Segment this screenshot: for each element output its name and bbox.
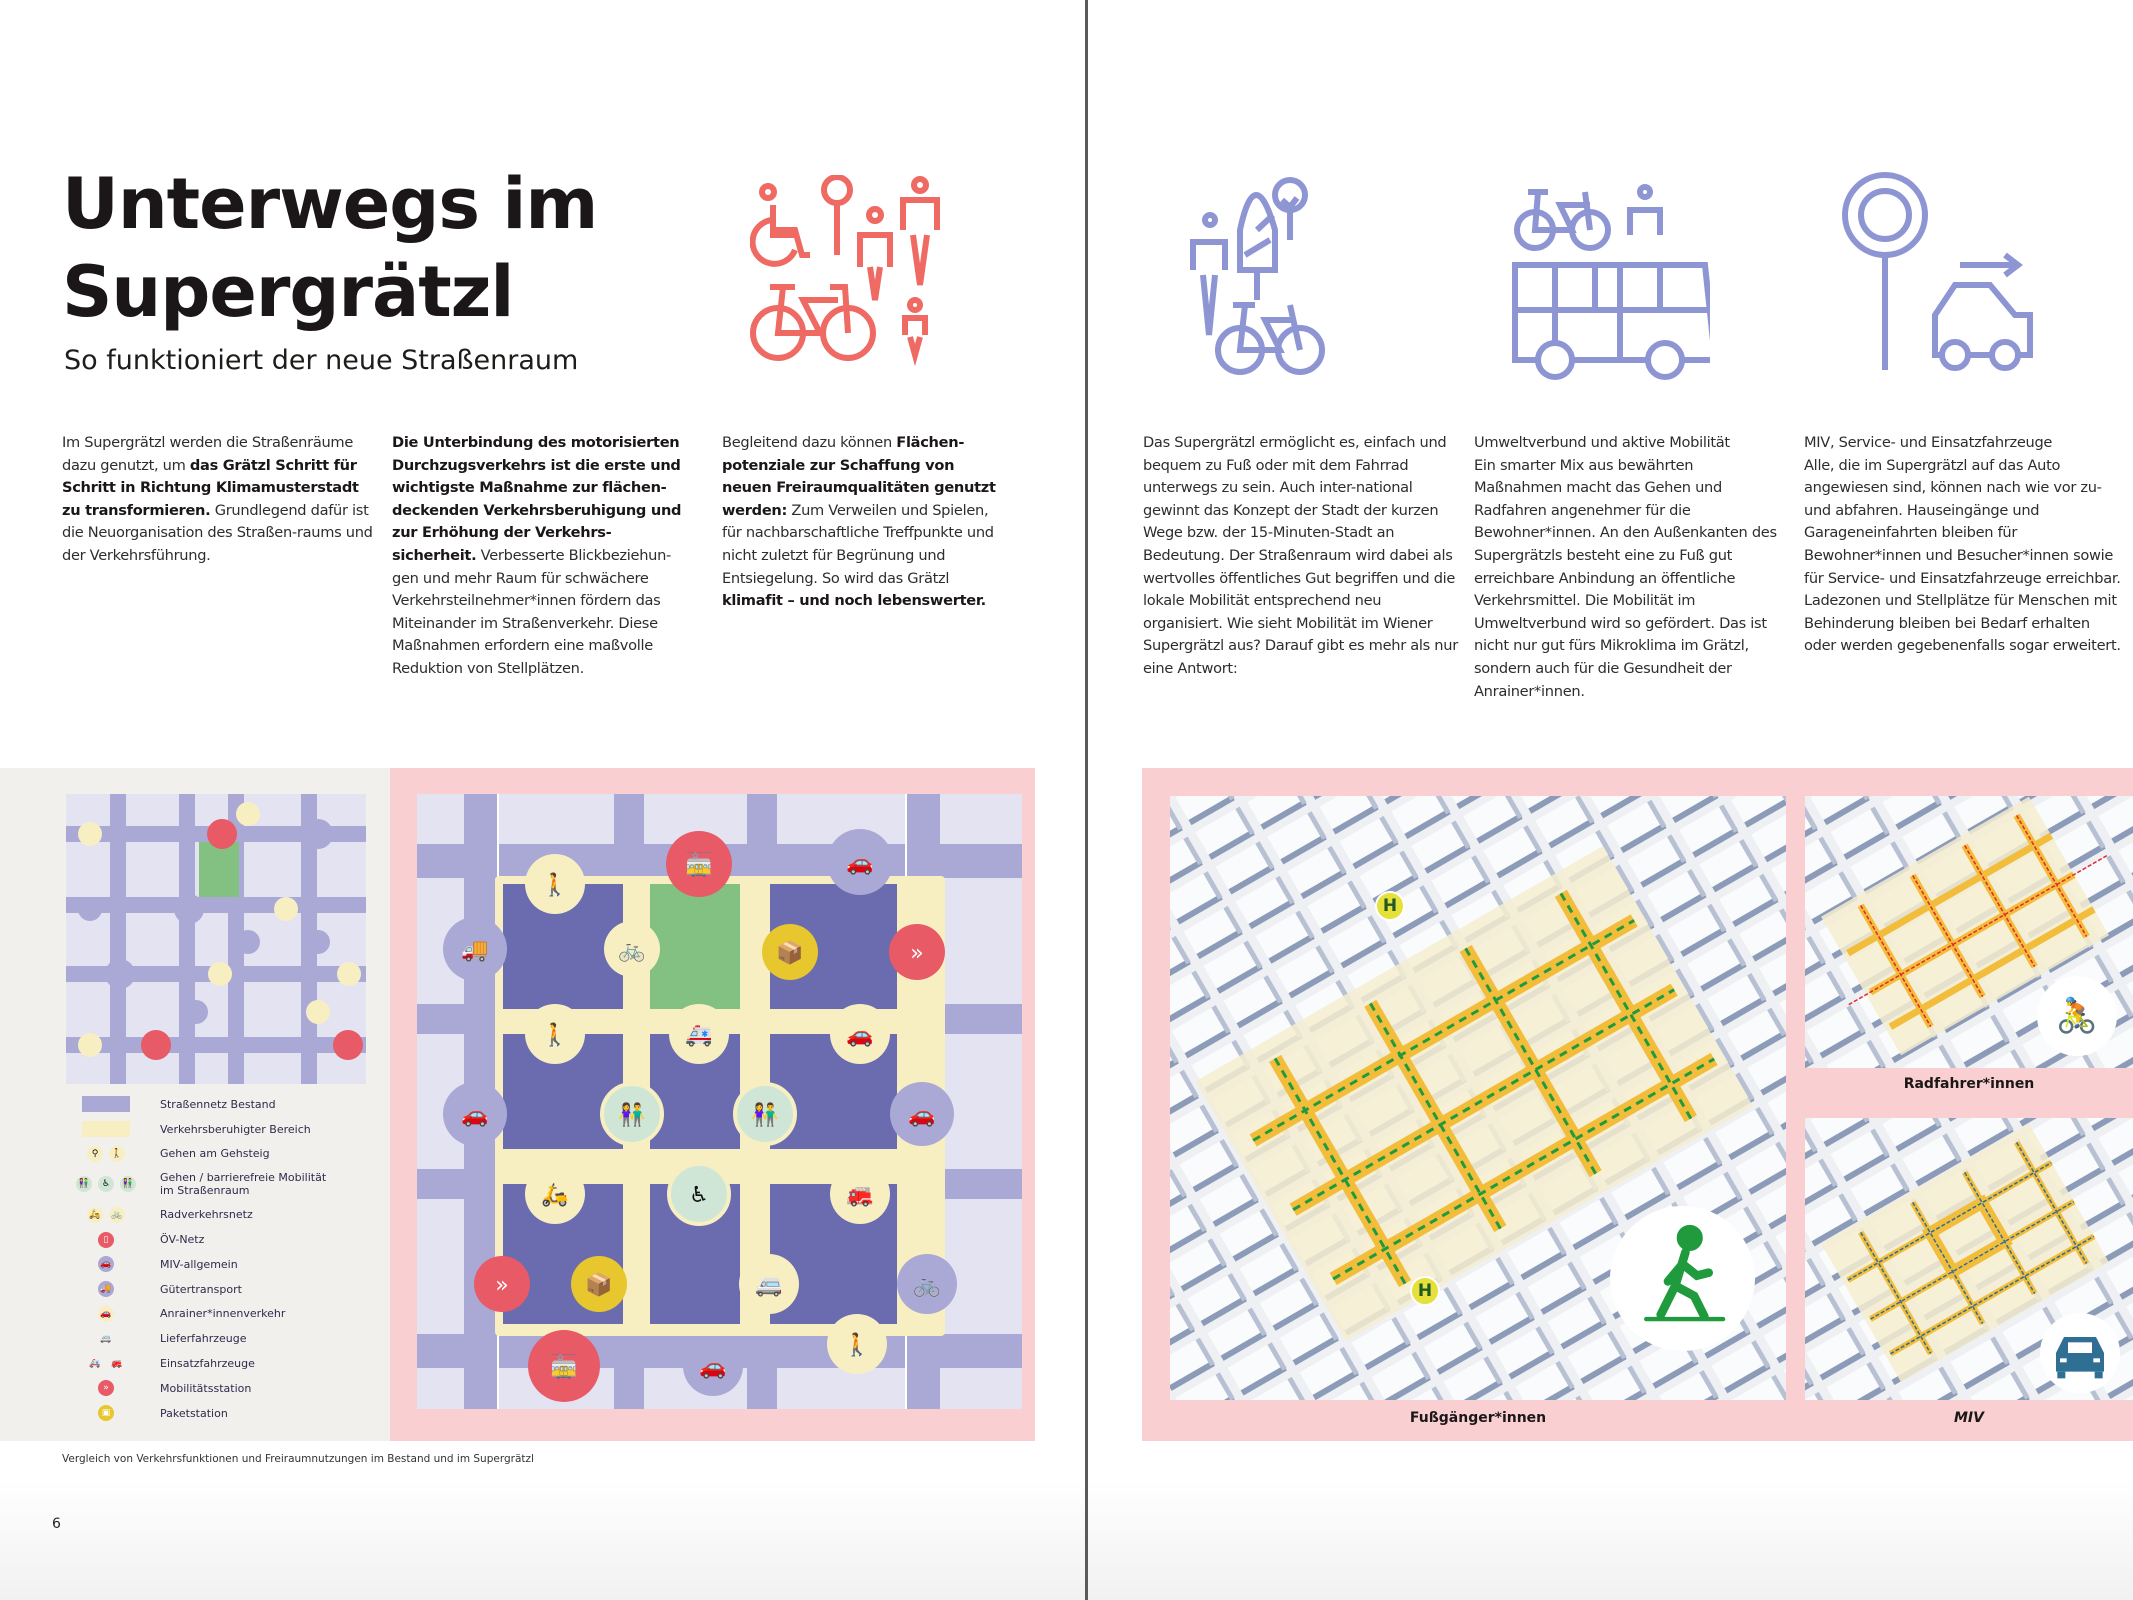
map-label-motorised-traffic: MIV bbox=[1954, 1410, 1984, 1426]
legend-item bbox=[72, 1401, 372, 1426]
legend-label: Mobilitätsstation bbox=[160, 1381, 252, 1395]
svg-text:📦: 📦 bbox=[776, 941, 804, 966]
legend-label: Straßennetz Bestand bbox=[160, 1097, 276, 1111]
calmed-area-swatch bbox=[82, 1121, 130, 1137]
svg-text:🚗: 🚗 bbox=[461, 1103, 489, 1128]
legend-label: Anrainer*innenverkehr bbox=[160, 1307, 286, 1321]
legend-item bbox=[72, 1092, 372, 1117]
legend-label: Gehen am Gehsteig bbox=[160, 1147, 270, 1161]
elderly-icon: 👫 bbox=[120, 1176, 136, 1192]
bus-stop-car-arrow-icon bbox=[1840, 170, 2040, 380]
legend-item bbox=[72, 1326, 372, 1351]
figure-caption: Vergleich von Verkehrsfunktionen und Freiraumnutzungen im Bestand und im Supergrätzl bbox=[62, 1453, 534, 1465]
svg-text:🚐: 🚐 bbox=[755, 1273, 783, 1298]
car-icon: 🚗 bbox=[98, 1256, 114, 1272]
legend-item bbox=[72, 1166, 372, 1202]
left-column-1 bbox=[62, 432, 377, 568]
svg-text:🚑: 🚑 bbox=[685, 1023, 713, 1048]
legend-label: Radverkehrsnetz bbox=[160, 1208, 253, 1222]
svg-text:🚶: 🚶 bbox=[541, 873, 569, 898]
legend-item bbox=[72, 1351, 372, 1376]
legend-label: Paketstation bbox=[160, 1406, 228, 1420]
svg-text:🚶: 🚶 bbox=[843, 1333, 871, 1358]
text-segment-bold: klimafit – und noch lebenswerter. bbox=[722, 592, 986, 610]
svg-text:👫: 👫 bbox=[618, 1103, 646, 1128]
title-line-2: Supergrätzl bbox=[62, 251, 514, 333]
cyclist-icon: 🚴 bbox=[2037, 976, 2117, 1056]
svg-text:»: » bbox=[910, 941, 924, 966]
svg-text:🚲: 🚲 bbox=[618, 938, 646, 963]
parcel-station-icon: ▣ bbox=[98, 1405, 114, 1421]
truck-icon: 🚚 bbox=[98, 1281, 114, 1297]
text-body: Ein smarter Mix aus bewährten Maßnahmen macht das Gehen und Radfahren angenehmer für die Bewohner*innen. An den Außenkanten des Supergrätzls besteht eine zu Fuß gut erreichbare Anbindung an öffentliche Verkehrsmittel. Die Mobilität im Umweltverbund wird so gefördert. Das ist nicht nur gut fürs Mikroklima im Grätzl, sondern auch für die Gesundheit der Anrainer*innen. bbox=[1474, 456, 1777, 700]
page-gutter bbox=[1085, 0, 1088, 1600]
svg-text:🚋: 🚋 bbox=[685, 853, 713, 878]
text-segment-bold: das Grätzl Schritt für Schritt in Richtung Klimamusterstadt zu transformieren. bbox=[62, 456, 359, 519]
text-body: Das Supergrätzl ermöglicht es, einfach und bequem zu Fuß oder mit dem Fahrrad unterwegs zu sein. Auch inter-national gewinnt das Konzept der Stadt der kurzen Wege bzw. der 15-Minuten-Stadt an Bedeutung. Der Straßenraum wird dabei als wertvolles öffentliches Gut begriffen und die lokale Mobilität entsprechend neu organisiert. Wie sieht Mobilität im Wiener Supergrätzl aus? Darauf gibt es mehr als nur eine Antwort: bbox=[1143, 434, 1458, 677]
column-heading: MIV, Service- und Einsatzfahrzeuge bbox=[1804, 434, 2053, 451]
transit-stop-marker: H bbox=[1410, 1276, 1440, 1306]
legend-item bbox=[72, 1302, 372, 1327]
page-title bbox=[62, 160, 597, 336]
legend-item bbox=[72, 1227, 372, 1252]
pedestrian-icon bbox=[1610, 1206, 1755, 1351]
legend-item bbox=[72, 1202, 372, 1227]
wheelchair-icon: ♿ bbox=[98, 1176, 114, 1192]
legend-item bbox=[72, 1117, 372, 1142]
legend-item bbox=[72, 1252, 372, 1277]
svg-text:👫: 👫 bbox=[751, 1103, 779, 1128]
car-icon bbox=[2040, 1313, 2120, 1393]
svg-text:🚗: 🚗 bbox=[846, 1023, 874, 1048]
text-segment: Im Supergrätzl werden die Straßenräume dazu genutzt, um bbox=[62, 434, 354, 474]
bicycle-person-bus-icon bbox=[1510, 170, 1710, 380]
svg-text:🚋: 🚋 bbox=[550, 1355, 578, 1380]
pedestrian-icon: 🚶 bbox=[109, 1146, 125, 1162]
pedestrian-tree-bicycle-icon bbox=[1185, 170, 1385, 380]
tram-icon: ▯ bbox=[98, 1232, 114, 1248]
legend-label: MIV-allgemein bbox=[160, 1257, 238, 1271]
road-swatch bbox=[82, 1096, 130, 1112]
legend-label: Einsatzfahrzeuge bbox=[160, 1357, 255, 1371]
pedestrians-wheelchair-bicycle-icon bbox=[750, 175, 960, 375]
svg-text:🚗: 🚗 bbox=[699, 1355, 727, 1380]
legend-label: ÖV-Netz bbox=[160, 1233, 205, 1247]
delivery-van-icon: 🚐 bbox=[100, 1333, 112, 1344]
mobility-station-icon: » bbox=[98, 1380, 114, 1396]
pedestrian-badge bbox=[1610, 1206, 1755, 1351]
car-badge bbox=[2040, 1313, 2120, 1393]
legend-label: Gütertransport bbox=[160, 1282, 242, 1296]
text-segment: Verbesserte Blickbeziehun-gen und mehr Raum für schwächere Verkehrsteilnehmer*innen fördern das Miteinander im Straßenverkehr. Diese Maßnahmen erfordern eine maßvolle Reduktion von Stellplätzen. bbox=[392, 546, 672, 677]
left-column-2 bbox=[392, 432, 692, 681]
text-segment-bold: Flächen-potenziale zur Schaffung von neuen Freiraumqualitäten genutzt werden: bbox=[722, 434, 996, 519]
page-subtitle: So funktioniert der neue Straßenraum bbox=[64, 345, 579, 376]
resident-car-icon: 🚗 bbox=[98, 1306, 114, 1322]
svg-text:🚗: 🚗 bbox=[908, 1103, 936, 1128]
bicycle-icon: 🚲 bbox=[109, 1207, 125, 1223]
text-segment: Begleitend dazu können bbox=[722, 434, 897, 451]
couple-icon: 👫 bbox=[76, 1176, 92, 1192]
svg-text:♿: ♿ bbox=[689, 1183, 709, 1208]
legend-label: Gehen / barrierefreie Mobilität im Straßenraum bbox=[160, 1171, 327, 1198]
text-segment: Zum Verweilen und Spielen, für nachbarschaftliche Treffpunkte und nicht zuletzt für Begrünung und Entsiegelung. So wird das Grätzl bbox=[722, 501, 994, 587]
stroller-icon: ⚲ bbox=[87, 1146, 103, 1162]
aerial-map-cyclists bbox=[1805, 796, 2133, 1068]
left-column-3 bbox=[722, 432, 1004, 613]
text-segment: Grundlegend dafür ist die Neuorganisation des Straßen-raums und der Verkehrsführung. bbox=[62, 501, 373, 564]
cargo-bike-icon: 🛵 bbox=[87, 1207, 103, 1223]
existing-street-network-map bbox=[66, 794, 366, 1084]
svg-text:🚒: 🚒 bbox=[846, 1183, 874, 1208]
transit-stop-marker: H bbox=[1375, 891, 1405, 921]
map-legend bbox=[72, 1092, 372, 1426]
column-heading: Umweltverbund und aktive Mobilität bbox=[1474, 434, 1730, 451]
legend-item bbox=[72, 1142, 372, 1167]
supergraetzl-traffic-map bbox=[417, 794, 1022, 1409]
aerial-map-motorised-traffic bbox=[1805, 1118, 2133, 1400]
svg-text:🛵: 🛵 bbox=[541, 1183, 569, 1208]
aerial-map-pedestrians bbox=[1170, 796, 1786, 1400]
svg-text:🚚: 🚚 bbox=[461, 938, 489, 963]
legend-label: Lieferfahrzeuge bbox=[160, 1332, 247, 1346]
svg-text:»: » bbox=[495, 1273, 509, 1298]
text-segment-bold: Die Unterbindung des motorisierten Durchzugsverkehrs ist die erste und wichtigste Maßnahme zur flächen-deckenden Verkehrsberuhigung und zur Erhöhung der Verkehrs-sicherheit. bbox=[392, 434, 682, 564]
svg-text:🚲: 🚲 bbox=[913, 1273, 941, 1298]
svg-text:📦: 📦 bbox=[585, 1273, 613, 1298]
map-label-cyclists: Radfahrer*innen bbox=[1903, 1076, 2035, 1092]
svg-text:🚶: 🚶 bbox=[541, 1023, 569, 1048]
right-column-1 bbox=[1143, 432, 1463, 681]
svg-text:🚗: 🚗 bbox=[846, 851, 874, 876]
right-column-2 bbox=[1474, 432, 1784, 703]
title-line-1: Unterwegs im bbox=[62, 163, 598, 245]
map-label-pedestrians: Fußgänger*innen bbox=[1409, 1410, 1547, 1426]
legend-item bbox=[72, 1277, 372, 1302]
ambulance-icon: 🚑 bbox=[89, 1358, 101, 1369]
right-column-3 bbox=[1804, 432, 2122, 658]
fire-truck-icon: 🚒 bbox=[111, 1358, 123, 1369]
legend-item bbox=[72, 1376, 372, 1401]
page-number: 6 bbox=[52, 1516, 61, 1532]
legend-label: Verkehrsberuhigter Bereich bbox=[160, 1122, 311, 1136]
text-body: Alle, die im Supergrätzl auf das Auto angewiesen sind, können nach wie vor zu- und abfahren. Hauseingänge und Garageneinfahrten bleiben für Bewohner*innen und Besucher*innen sowie für Service- und Einsatzfahrzeuge erreichbar. Ladezonen und Stellplätze für Menschen mit Behinderung bleiben bei Bedarf erhalten oder werden gegebenenfalls sogar erweitert. bbox=[1804, 456, 2121, 655]
